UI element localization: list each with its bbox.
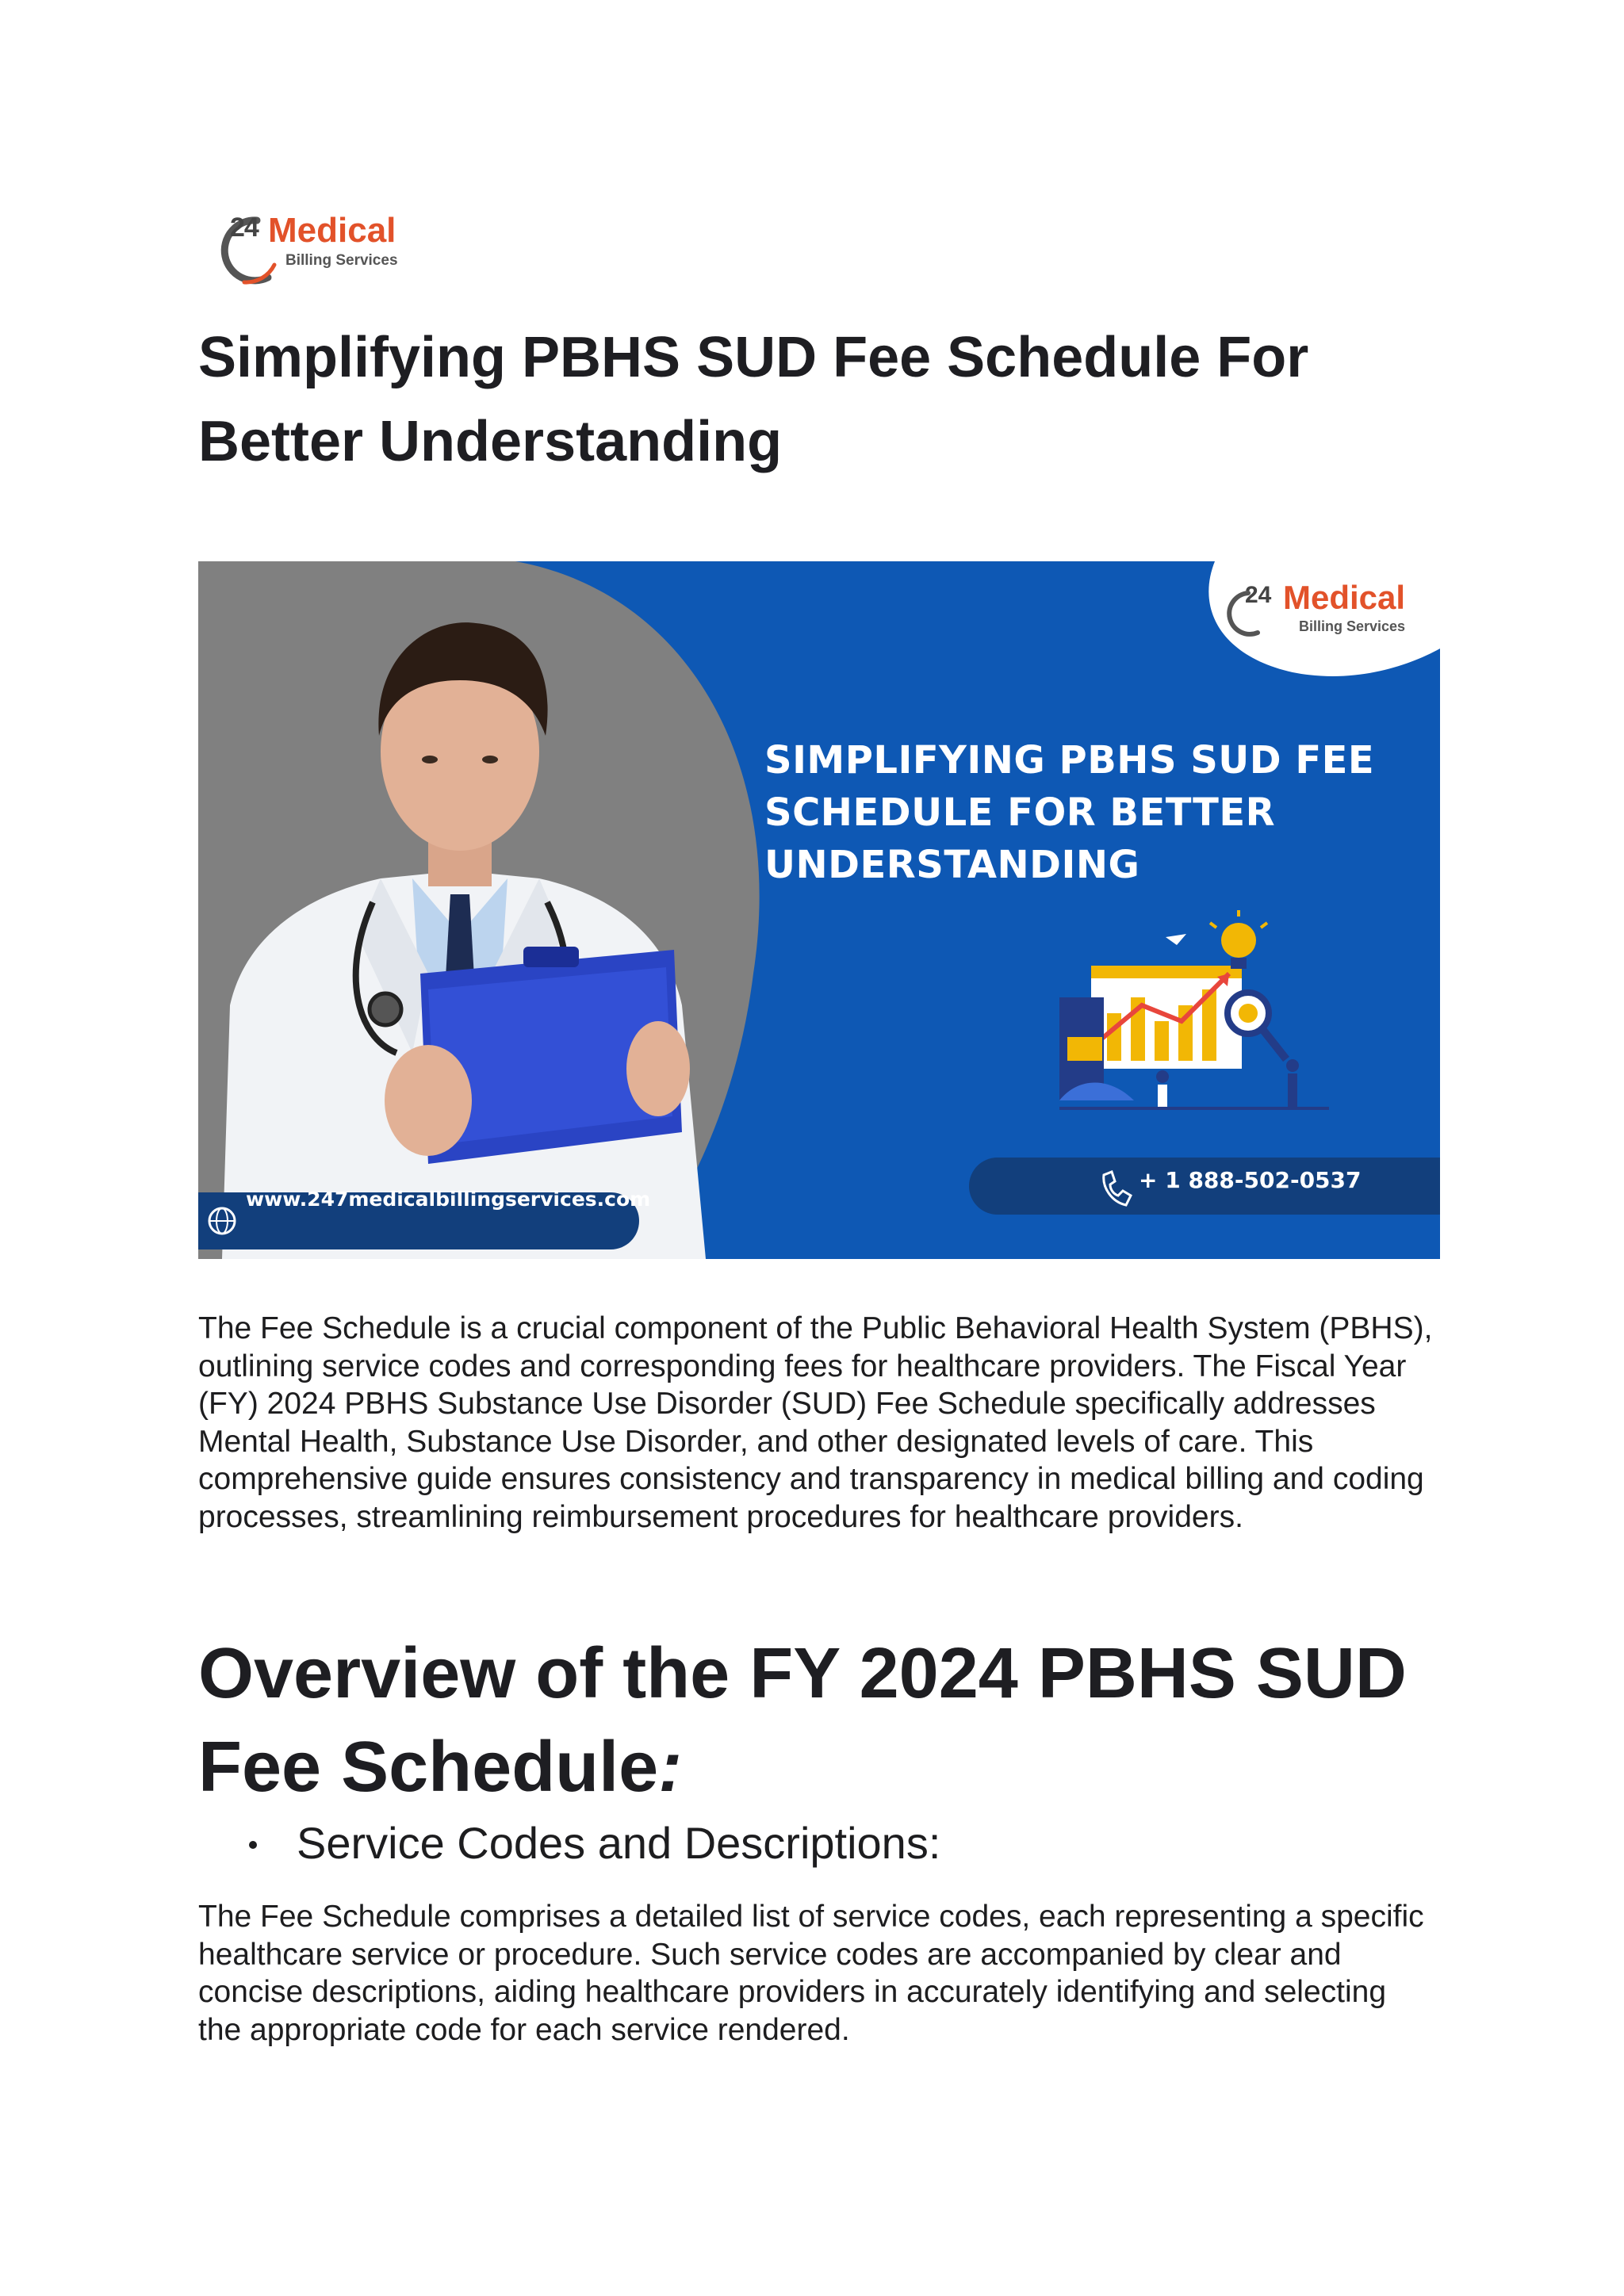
section-heading-text: Overview of the FY 2024 PBHS SUD Fee Schedule	[198, 1634, 1407, 1807]
logo-word: Medical	[268, 211, 396, 250]
banner-logo-number: 24	[1245, 582, 1272, 608]
bullet-item	[198, 1816, 1435, 1871]
logo-number: 24	[230, 212, 259, 243]
intro-paragraph: The Fee Schedule is a crucial component of the Public Behavioral Health System (PBHS), outlining service codes and corresponding fees for healthcare providers. The Fiscal Year (FY) 2024 PBHS Substance Use Disorder (SUD) Fee Schedule specifically addresses Mental Health, Substance Use Disorder, and other designated levels of care. This comprehensive guide ensures consistency and transparency in medical billing and coding processes, streamlining reimbursement procedures for healthcare providers.	[198, 1311, 1433, 1534]
section-heading	[198, 1627, 1435, 1814]
bullet-text: Service Codes and Descriptions:	[297, 1818, 941, 1868]
logo-tagline: Billing Services	[285, 252, 398, 269]
banner-logo-tagline: Billing Services	[1299, 618, 1406, 634]
section-heading-colon: :	[658, 1728, 683, 1807]
page-title: Simplifying PBHS SUD Fee Schedule For Better Understanding	[198, 326, 1309, 473]
hero-banner	[198, 561, 1440, 1259]
company-logo	[213, 208, 422, 295]
banner-logo-word: Medical	[1283, 579, 1406, 616]
banner-website-link[interactable]: www.247medicalbillingservices.com	[246, 1188, 651, 1211]
bullet-dot-icon	[249, 1841, 257, 1849]
banner-phone-number[interactable]: + 1 888-502-0537	[1139, 1167, 1362, 1193]
banner-heading: SIMPLIFYING PBHS SUD FEE SCHEDULE FOR BETTER UNDERSTANDING	[764, 738, 1375, 887]
banner-artwork	[198, 561, 1440, 1259]
section-paragraph: The Fee Schedule comprises a detailed list of service codes, each representing a specific healthcare service or procedure. Such service codes are accompanied by clear and concise descriptions, aiding healthcare providers in accurately identifying and selecting the appropriate code for each service rendered.	[198, 1900, 1424, 2047]
